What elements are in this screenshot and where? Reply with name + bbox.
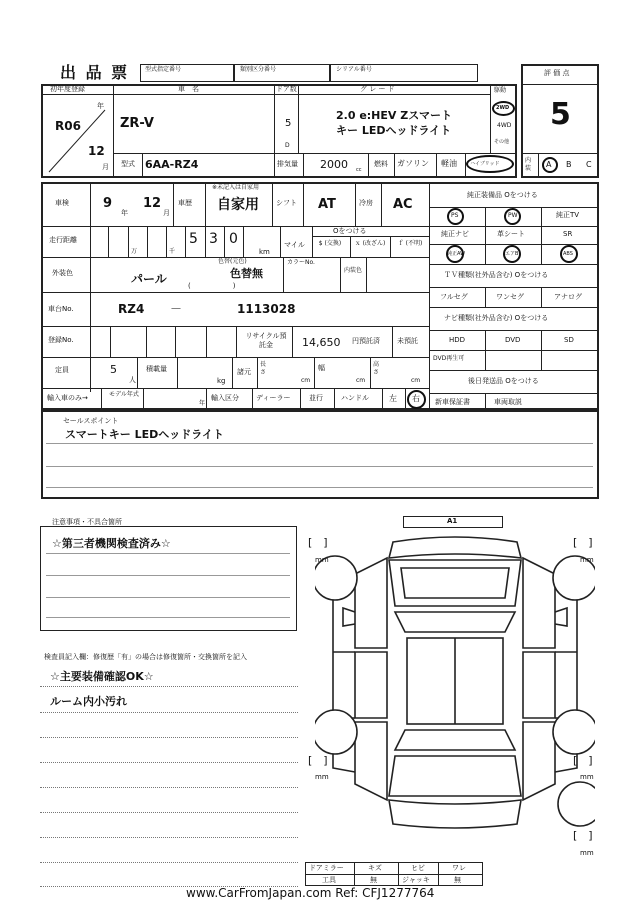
- unknown-label: ｆ (不明): [397, 240, 423, 247]
- legend-jack-value: 無: [454, 876, 461, 884]
- diagram-mark: A1: [447, 517, 458, 525]
- recycle-unpaid: 未預託: [397, 337, 418, 345]
- post-manual: 車両取説: [494, 398, 522, 406]
- color-no-label: カラーNo.: [287, 259, 315, 266]
- recycle-amount: 14,650: [302, 336, 341, 349]
- capacity-label: 定員: [55, 366, 69, 374]
- capacity-value: 5: [110, 363, 117, 376]
- mileage-digit-3: 0: [229, 231, 238, 247]
- car-name-label: 車 名: [178, 85, 199, 93]
- inspector-label: 検査員記入欄：修復歴「有」の場合は修復箇所・交換箇所を記入: [44, 653, 247, 661]
- equip-pw-circle: [504, 208, 521, 225]
- sales-point-label: セールスポイント: [63, 417, 119, 425]
- length-label: 長さ: [260, 361, 267, 376]
- navi-type-title: ナビ種類(社外品含む) Oをつける: [444, 314, 549, 322]
- tv-analog: アナログ: [554, 293, 582, 301]
- drive-other: その他: [494, 139, 510, 145]
- chassis-prefix: RZ4: [118, 302, 145, 316]
- displacement-value: 2000: [320, 158, 348, 171]
- model-cert-label: 型式指定番号: [145, 66, 182, 73]
- drive-label: 駆動: [494, 87, 507, 94]
- chassis-number: 1113028: [237, 302, 296, 316]
- tv-fullseg: フルセグ: [440, 293, 468, 301]
- model-year-label: モデル年式: [109, 391, 139, 398]
- navi-dvd: DVD: [505, 336, 521, 344]
- navi-hdd: HDD: [449, 336, 466, 344]
- interior-a: A: [546, 160, 552, 169]
- mileage-digit-2: 3: [209, 231, 218, 247]
- right-handle: 右: [412, 394, 420, 403]
- category-label: 類別区分番号: [240, 66, 277, 73]
- cc-unit: cc: [356, 167, 362, 173]
- equip-abs-circle: [560, 245, 578, 263]
- equip-leather: 革シート: [497, 230, 525, 238]
- fuel-diesel: 軽油: [441, 159, 457, 168]
- car-name: ZR-V: [120, 116, 154, 131]
- equipment-title: 純正装備品 Oをつける: [467, 191, 538, 199]
- tv-type-title: ＴＶ種類(社外品含む) Oをつける: [444, 271, 549, 279]
- ac-label: 冷房: [359, 199, 373, 207]
- grade-line2: キー LEDヘッドライト: [336, 124, 452, 137]
- shaken-month: 12: [143, 196, 162, 211]
- import-type-label: 輸入区分: [211, 394, 239, 402]
- room-note-text: ルーム内小汚れ: [50, 695, 127, 708]
- equip-navi: 純正ナビ: [441, 230, 469, 238]
- equip-aw-circle: [446, 245, 464, 263]
- car-diagram: [315, 528, 595, 858]
- color-change-value: 色替無: [230, 267, 263, 280]
- equip-sr: SR: [563, 230, 573, 238]
- fuel-hybrid-circle: [466, 155, 514, 173]
- caution-text: ☆第三者機関検査済み☆: [52, 537, 171, 550]
- color-value: パール: [131, 272, 167, 286]
- equip-abs: ABS: [563, 251, 573, 257]
- color-label: 外装色: [52, 269, 73, 277]
- recycle-label: リサイクル預託金: [245, 332, 287, 349]
- interior-color-label: 内装色: [344, 267, 363, 274]
- post-title: 後日発送品 Oをつける: [468, 377, 539, 385]
- mileage-digit-1: 5: [189, 231, 198, 247]
- fuel-label: 燃料: [374, 160, 388, 168]
- post-warranty: 新車保証書: [435, 398, 470, 406]
- page-title: 出 品 票: [60, 63, 130, 82]
- chassis-label: 車台No.: [48, 305, 74, 313]
- drive-2wd-circle: [492, 101, 515, 116]
- dims-label: 諸元: [237, 368, 251, 376]
- man-unit: 万: [131, 248, 138, 255]
- left-handle: 左: [389, 394, 397, 403]
- legend-scratch: キズ: [368, 864, 382, 872]
- sales-point-section: [41, 410, 599, 499]
- equip-pw: PW: [508, 212, 518, 219]
- height-cm: cm: [411, 377, 421, 384]
- equip-airbag-circle: [503, 245, 521, 263]
- equip-check-text: ☆主要装備確認OK☆: [50, 670, 154, 683]
- month-unit: 月: [102, 163, 109, 171]
- ac-value: AC: [393, 197, 413, 212]
- legend-dent: ワレ: [452, 864, 466, 872]
- grade-line1: 2.0 e:HEV Zスマート: [336, 109, 452, 122]
- fuel-hybrid: ハイブリッド: [470, 161, 500, 167]
- chassis-dash: －: [170, 302, 183, 316]
- kg-unit: kg: [217, 377, 226, 385]
- equip-ps: PS: [451, 212, 459, 219]
- equip-aw: 純正AW: [447, 251, 466, 257]
- drive-4wd: 4WD: [497, 122, 512, 129]
- sen-unit: 千: [169, 248, 176, 255]
- model-label: 型式: [121, 160, 135, 168]
- rating-label: 評 価 点: [544, 69, 570, 77]
- serial-label: シリアル番号: [336, 66, 372, 73]
- circle-note: Oをつける: [333, 227, 367, 235]
- right-handle-circle: [407, 390, 426, 409]
- legend-tools: 工具: [322, 876, 336, 884]
- orig-color-label: 色替(元色): [218, 258, 247, 265]
- interior-a-circle: [542, 157, 558, 173]
- shift-label: シフト: [276, 199, 297, 207]
- shaken-label: 車検: [55, 199, 69, 207]
- km-unit: km: [259, 248, 270, 256]
- displacement-label: 排気量: [277, 160, 298, 168]
- mm-spare: mm: [580, 849, 594, 857]
- first-reg-label: 初年度登録: [50, 85, 85, 93]
- color-paren: ( ): [188, 282, 236, 290]
- equip-tv: 純正TV: [556, 211, 580, 219]
- drive-2wd: 2WD: [496, 105, 510, 111]
- mm-front-left: mm: [315, 556, 329, 564]
- legend-door-mirror: ドアミラー: [309, 864, 344, 872]
- shaken-year: 9: [103, 196, 113, 211]
- load-label: 積載量: [146, 365, 167, 373]
- interior-b: B: [566, 160, 572, 169]
- history-value: 自家用: [217, 197, 259, 213]
- mile-label: マイル: [284, 241, 305, 249]
- width-cm: cm: [356, 377, 366, 384]
- handle-label: ハンドル: [341, 394, 369, 402]
- length-cm: cm: [301, 377, 311, 384]
- year-unit: 年: [97, 102, 104, 110]
- interior-c: C: [586, 160, 592, 169]
- interior-label: 内装: [525, 157, 532, 172]
- mm-rear-left: mm: [315, 773, 329, 781]
- doors-label: ドア数: [276, 85, 297, 93]
- dvd-player: DVD再生可: [433, 355, 465, 362]
- exchange-label: $ (交換): [318, 240, 342, 247]
- recycle-paid: 円預託済: [352, 337, 380, 345]
- reg-no-label: 登録No.: [48, 336, 74, 344]
- caution-label: 注意事項・不具合箇所: [52, 518, 122, 526]
- doors-value: 5: [285, 118, 292, 129]
- person-unit: 人: [129, 376, 136, 384]
- mm-rear-right: mm: [580, 773, 594, 781]
- equip-ps-circle: [447, 208, 464, 225]
- width-label: 幅: [318, 364, 325, 372]
- legend-tools-value: 無: [370, 876, 377, 884]
- navi-sd: SD: [564, 336, 574, 344]
- history-note: ※未記入は自家用: [212, 184, 260, 191]
- height-label: 高さ: [373, 361, 380, 376]
- grade-label: グ レ ー ド: [360, 85, 395, 93]
- shaken-month-unit: 月: [163, 209, 170, 217]
- door-suffix: D: [285, 142, 290, 149]
- sales-point-text: スマートキー LEDヘッドライト: [65, 428, 224, 441]
- legend-crack: ヒビ: [411, 864, 425, 872]
- first-reg-month: 12: [88, 144, 105, 158]
- shaken-year-unit: 年: [121, 209, 128, 217]
- history-label: 車歴: [178, 199, 192, 207]
- tv-oneseg: ワンセグ: [496, 293, 524, 301]
- fuel-gasoline: ガソリン: [397, 159, 429, 168]
- footer-ref: www.CarFromJapan.com Ref: CFJ1277764: [186, 886, 435, 900]
- import-label: 輸入車のみ→: [47, 394, 88, 402]
- mm-front-right: mm: [580, 556, 594, 564]
- legend-jack: ジャッキ: [402, 876, 430, 884]
- modified-label: ｘ (改ざん): [354, 240, 386, 247]
- parallel-label: 並行: [309, 394, 323, 402]
- model-year-unit: 年: [199, 400, 206, 407]
- mileage-label: 走行距離: [49, 236, 77, 244]
- first-reg-year: R06: [55, 119, 81, 133]
- dealer-label: ディーラー: [256, 394, 291, 402]
- shift-value: AT: [318, 197, 336, 212]
- rating-value: 5: [550, 97, 571, 132]
- model-code: 6AA-RZ4: [145, 158, 199, 171]
- equip-airbag: エアB: [505, 251, 519, 257]
